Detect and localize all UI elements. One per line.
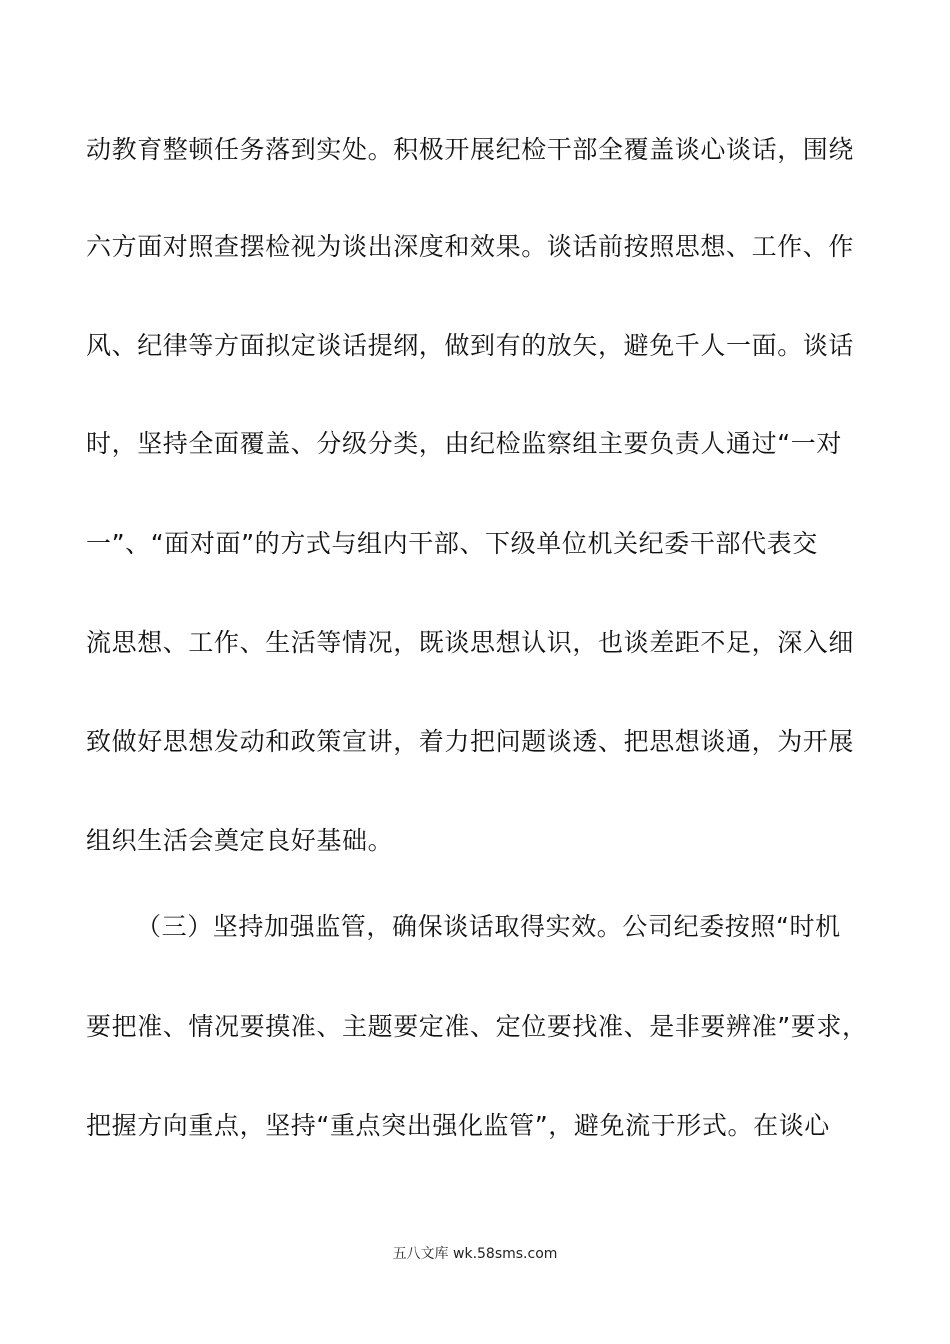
section-heading-line: （三）坚持加强监管，确保谈话取得实效。公司纪委按照“时机 <box>136 912 841 941</box>
body-text-line-11: 把握方向重点，坚持“重点突出强化监管”，避免流于形式。在谈心 <box>86 1111 830 1140</box>
body-text-line-5: 一”、“面对面”的方式与组内干部、下级单位机关纪委干部代表交 <box>86 529 818 558</box>
page-footer-watermark: 五八文库 wk.58sms.com <box>392 1246 558 1262</box>
body-text-line-10: 要把准、情况要摸准、主题要定准、定位要找准、是非要辨准”要求， <box>86 1012 868 1041</box>
body-text-line-6: 流思想、工作、生活等情况，既谈思想认识，也谈差距不足，深入细 <box>86 628 855 657</box>
body-text-line-1: 动教育整顿任务落到实处。积极开展纪检干部全覆盖谈心谈话，围绕 <box>86 135 855 164</box>
body-text-line-8: 组织生活会奠定良好基础。 <box>86 826 394 855</box>
body-text-line-3: 风、纪律等方面拟定谈话提纲，做到有的放矢，避免千人一面。谈话 <box>86 331 855 360</box>
body-text-line-4: 时，坚持全面覆盖、分级分类，由纪检监察组主要负责人通过“一对 <box>86 429 842 458</box>
body-text-line-7: 致做好思想发动和政策宣讲，着力把问题谈透、把思想谈通，为开展 <box>86 727 855 756</box>
body-text-line-2: 六方面对照查摆检视为谈出深度和效果。谈话前按照思想、工作、作 <box>86 232 855 261</box>
